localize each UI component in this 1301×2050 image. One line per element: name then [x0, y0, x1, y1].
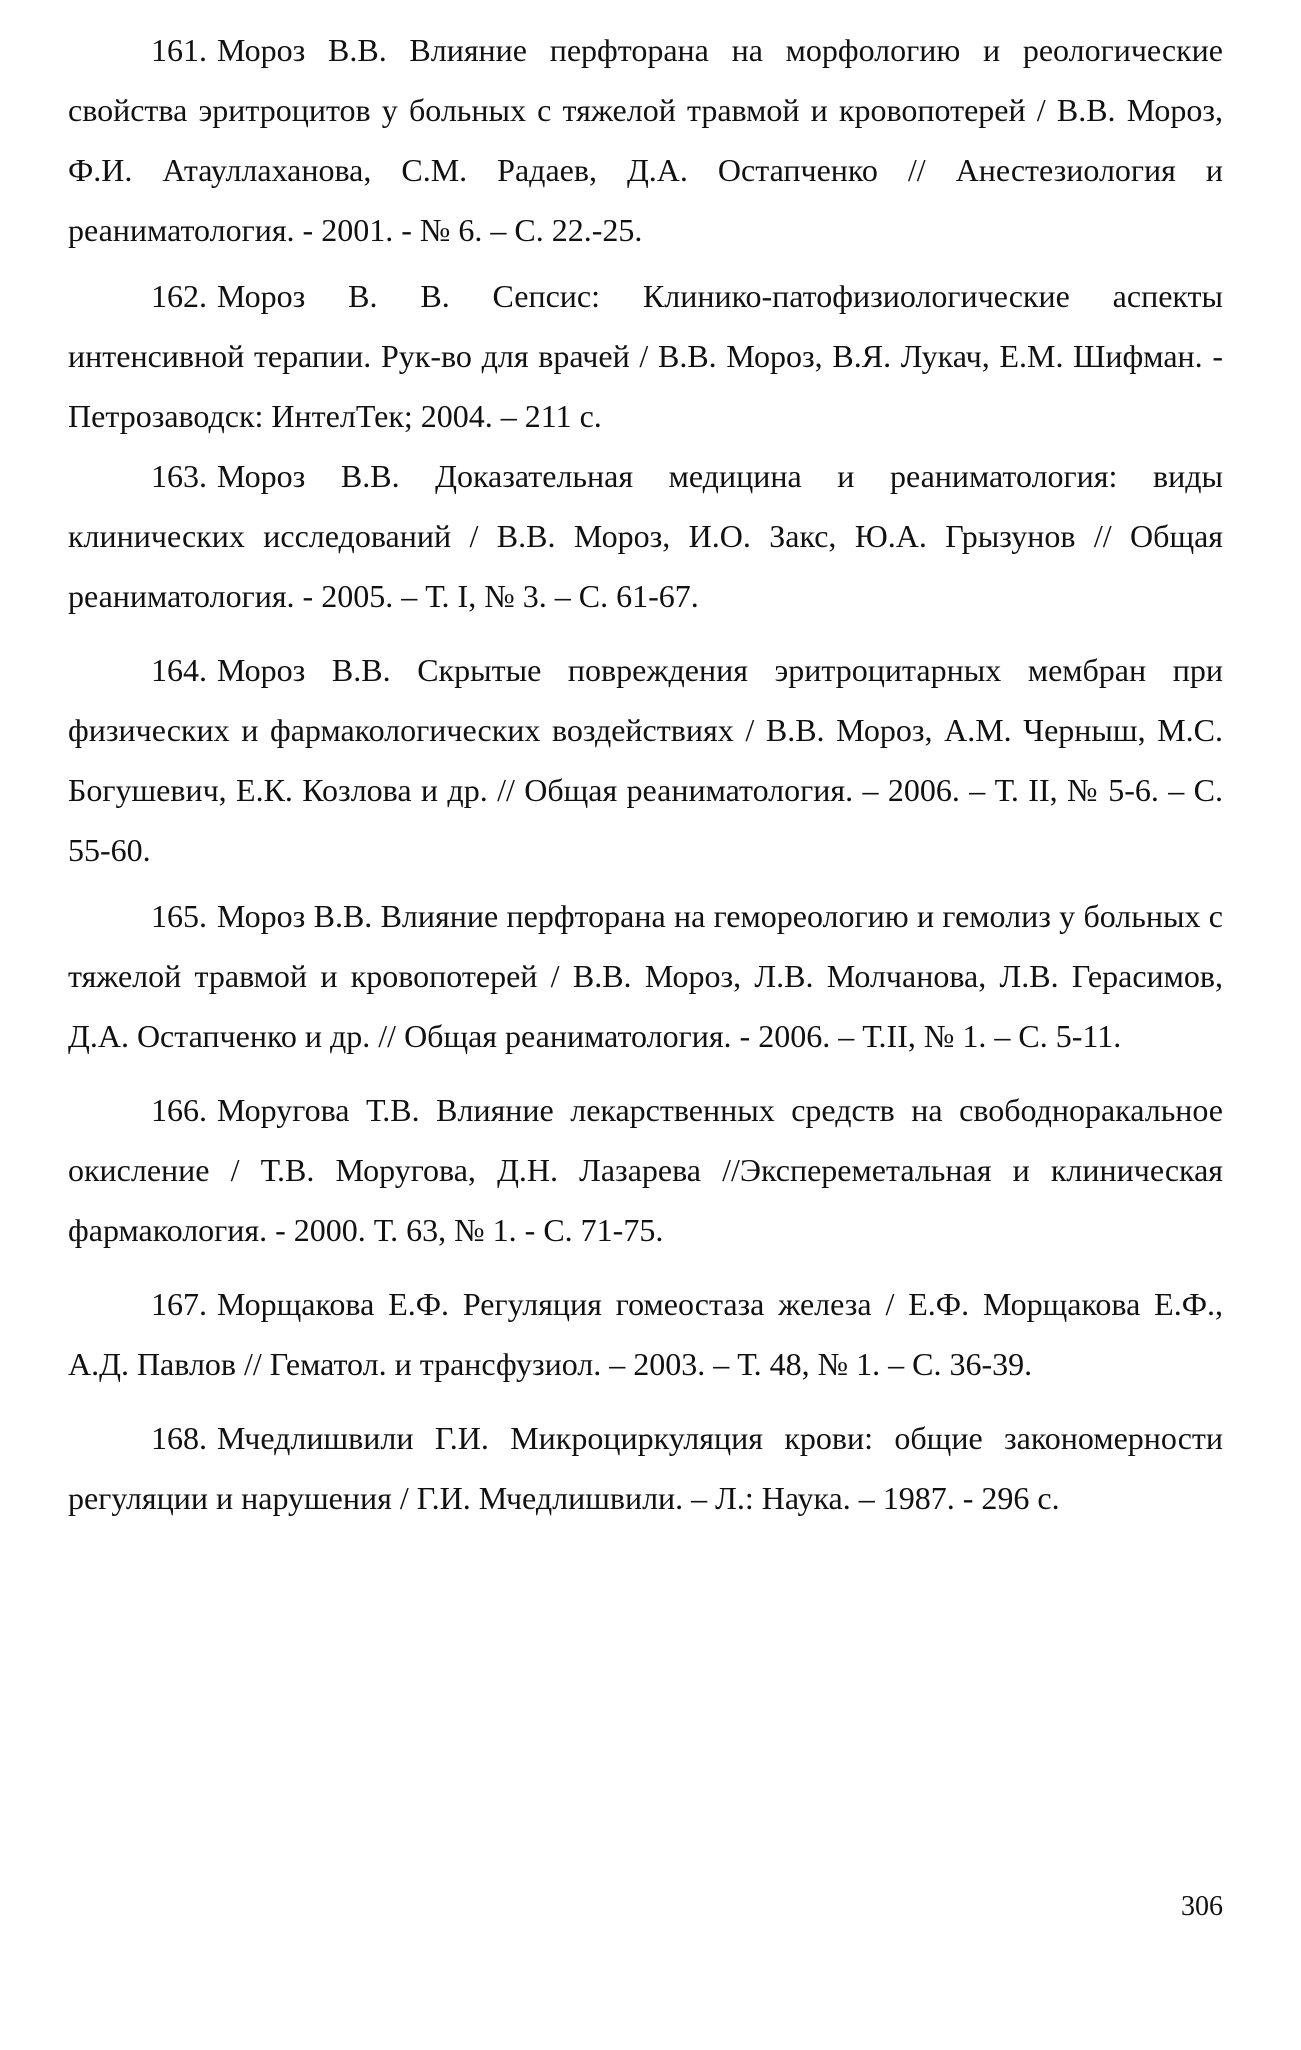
reference-item	[68, 266, 1223, 446]
reference-item	[68, 20, 1223, 260]
reference-item	[68, 1408, 1223, 1528]
reference-item	[68, 1080, 1223, 1260]
reference-item	[68, 446, 1223, 626]
reference-number: 166.	[151, 1092, 207, 1128]
reference-text: Мороз В. В. Сепсис: Клинико-патофизиологические аспекты интенсивной терапии. Рук-во для врачей / В.В. Мороз, В.Я. Лукач, Е.М. Шифман. - Петрозаводск: ИнтелТек; 2004. – 211 с.	[68, 278, 1223, 434]
reference-list	[68, 20, 1223, 1528]
reference-number: 167.	[151, 1286, 207, 1322]
reference-text: Моругова Т.В. Влияние лекарственных средств на свободноракальное окисление / Т.В. Моругова, Д.Н. Лазарева //Экспереметальная и клиническая фармакология. - 2000. Т. 63, № 1. - С. 71-75.	[68, 1092, 1223, 1248]
reference-item	[68, 1274, 1223, 1394]
reference-item	[68, 640, 1223, 880]
reference-text: Мчедлишвили Г.И. Микроциркуляция крови: общие закономерности регуляции и нарушения / Г.И. Мчедлишвили. – Л.: Наука. – 1987. - 296 с.	[68, 1420, 1223, 1516]
reference-text: Мороз В.В. Влияние перфторана на морфологию и реологические свойства эритроцитов у больных с тяжелой травмой и кровопотерей / В.В. Мороз, Ф.И. Атауллаханова, С.М. Радаев, Д.А. Остапченко // Анестезиология и реаниматология. - 2001. - № 6. – С. 22.-25.	[68, 32, 1223, 248]
reference-number: 165.	[151, 898, 207, 934]
page-number: 306	[1181, 1891, 1223, 1922]
reference-number: 164.	[151, 652, 207, 688]
reference-number: 162.	[151, 278, 207, 314]
reference-text: Мороз В.В. Доказательная медицина и реаниматология: виды клинических исследований / В.В. Мороз, И.О. Закс, Ю.А. Грызунов // Общая реаниматология. - 2005. – Т. I, № 3. – С. 61-67.	[68, 458, 1223, 614]
reference-text: Мороз В.В. Влияние перфторана на гемореологию и гемолиз у больных с тяжелой травмой и кровопотерей / В.В. Мороз, Л.В. Молчанова, Л.В. Герасимов, Д.А. Остапченко и др. // Общая реаниматология. - 2006. – Т.II, № 1. – С. 5-11.	[68, 898, 1223, 1054]
reference-number: 161.	[151, 32, 207, 68]
reference-text: Морщакова Е.Ф. Регуляция гомеостаза железа / Е.Ф. Морщакова Е.Ф., А.Д. Павлов // Гематол. и трансфузиол. – 2003. – Т. 48, № 1. – С. 36-39.	[68, 1286, 1223, 1382]
reference-item	[68, 886, 1223, 1066]
reference-number: 163.	[151, 458, 207, 494]
reference-number: 168.	[151, 1420, 207, 1456]
reference-text: Мороз В.В. Скрытые повреждения эритроцитарных мембран при физических и фармакологических воздействиях / В.В. Мороз, А.М. Черныш, М.С. Богушевич, Е.К. Козлова и др. // Общая реаниматология. – 2006. – Т. II, № 5-6. – С. 55-60.	[68, 652, 1223, 868]
